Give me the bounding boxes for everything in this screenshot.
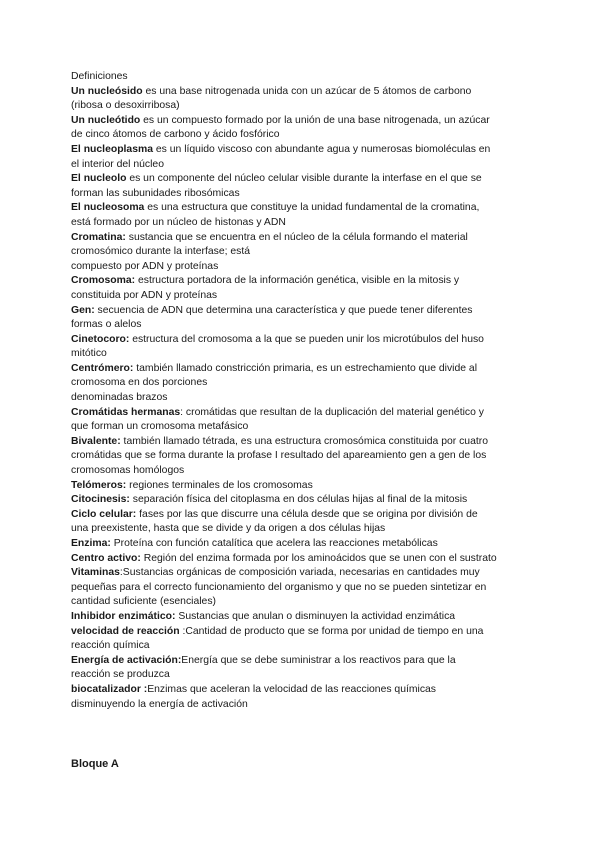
definition-entry xyxy=(71,333,541,362)
definition-text: :Sustancias orgánicas de composición variada, necesarias en cantidades muy xyxy=(119,567,480,579)
definition-line xyxy=(71,333,541,348)
definition-text: Sustancias que anulan o disminuyen la actividad enzimática xyxy=(175,610,456,622)
definition-line xyxy=(71,610,541,625)
definition-term: Cinetocoro: xyxy=(71,333,130,345)
definition-line xyxy=(71,245,541,260)
definition-line xyxy=(71,231,541,246)
definition-line xyxy=(71,668,541,683)
section-heading: Bloque A xyxy=(71,758,119,770)
definition-text: cromosoma en dos porciones xyxy=(71,377,208,389)
definition-text: compuesto por ADN y proteínas xyxy=(71,260,219,272)
definition-text: también llamado constricción primaria, es un estrechamiento que divide al xyxy=(133,362,478,374)
definition-term: Gen: xyxy=(71,304,95,316)
definition-line xyxy=(71,318,541,333)
definition-term: biocatalizador : xyxy=(71,683,148,695)
definition-entry xyxy=(71,231,541,275)
definition-text: : cromátidas que resultan de la duplicación del material genético y xyxy=(180,406,484,418)
definition-entry xyxy=(71,406,541,435)
definition-entry xyxy=(71,683,541,712)
definition-line xyxy=(71,114,541,129)
definition-entry xyxy=(71,362,541,406)
definition-text: reacción química xyxy=(71,640,150,652)
definition-text: que forman un cromosoma metafásico xyxy=(71,421,249,433)
definition-entry xyxy=(71,143,541,172)
definition-line xyxy=(71,274,541,289)
definition-line xyxy=(71,158,541,173)
definition-line xyxy=(71,595,541,610)
definition-list xyxy=(71,85,541,713)
definition-term: Vitaminas xyxy=(71,567,120,579)
definition-line xyxy=(71,304,541,319)
definition-text: constituida por ADN y proteínas xyxy=(71,289,218,301)
definition-text: pequeñas para el correcto funcionamiento del organismo y que no se pueden sintetizar en xyxy=(71,581,487,593)
definition-line xyxy=(71,362,541,377)
definition-term: Cromatina: xyxy=(71,231,126,243)
definition-term: Citocinesis: xyxy=(71,494,130,506)
definition-entry xyxy=(71,435,541,479)
definition-line xyxy=(71,654,541,669)
definition-text: es una base nitrogenada unida con un azúcar de 5 átomos de carbono xyxy=(142,85,472,97)
definition-text: (ribosa o desoxirribosa) xyxy=(71,100,180,112)
definition-line xyxy=(71,581,541,596)
definition-entry xyxy=(71,493,541,508)
definition-entry xyxy=(71,172,541,201)
definition-text: de cinco átomos de carbono y ácido fosfórico xyxy=(71,129,280,141)
definition-term: Centro activo: xyxy=(71,552,141,564)
definition-term: Un nucleótido xyxy=(71,114,141,126)
definition-text: es una estructura que constituye la unidad fundamental de la cromatina, xyxy=(144,202,480,214)
definition-term: Centrómero: xyxy=(71,362,134,374)
definition-line xyxy=(71,143,541,158)
definition-line xyxy=(71,391,541,406)
definition-text: Enzimas que aceleran la velocidad de las reacciones químicas xyxy=(147,683,437,695)
definition-line xyxy=(71,449,541,464)
definition-text: también llamado tétrada, es una estructura cromosómica constituida por cuatro xyxy=(120,435,488,447)
definition-line xyxy=(71,493,541,508)
definition-text: cromosómico durante la interfase; está xyxy=(71,246,251,258)
definition-text: disminuyendo la energía de activación xyxy=(71,698,248,710)
definition-line xyxy=(71,128,541,143)
definition-term: Telómeros: xyxy=(71,479,127,491)
definition-text: separación física del citoplasma en dos células hijas al final de la mitosis xyxy=(129,494,468,506)
definition-line xyxy=(71,508,541,523)
definition-text: sustancia que se encuentra en el núcleo de la célula formando el material xyxy=(125,231,468,243)
definition-line xyxy=(71,625,541,640)
definition-text: cantidad suficiente (esenciales) xyxy=(71,596,216,608)
definition-line xyxy=(71,172,541,187)
definition-text: Proteína con función catalítica que acelera las reacciones metabólicas xyxy=(110,538,438,549)
definition-text: fases por las que discurre una célula desde que se origina por división de xyxy=(136,508,478,520)
definition-entry xyxy=(71,274,541,303)
definition-text: denominadas brazos xyxy=(71,392,168,404)
definition-text: regiones terminales de los cromosomas xyxy=(126,479,313,491)
definition-text: es un compuesto formado por la unión de una base nitrogenada, un azúcar xyxy=(140,114,490,126)
definition-entry xyxy=(71,479,541,494)
definition-term: Cromátidas hermanas xyxy=(71,406,181,418)
definition-line xyxy=(71,552,541,567)
definition-line xyxy=(71,406,541,421)
definition-text: estructura portadora de la información genética, visible en la mitosis y xyxy=(135,275,460,287)
definition-text: :Cantidad de producto que se forma por unidad de tiempo en una xyxy=(179,625,484,637)
definition-line xyxy=(71,464,541,479)
definition-entry xyxy=(71,552,541,567)
definition-text: Energía que se debe suministrar a los reactivos para que la xyxy=(181,654,456,666)
definition-term: Bivalente: xyxy=(71,435,121,447)
definition-line xyxy=(71,566,541,581)
definition-line xyxy=(71,216,541,231)
definition-text: una preexistente, hasta que se divide y da origen a dos células hijas xyxy=(71,523,386,535)
definition-term: Enzima: xyxy=(71,538,111,549)
definition-line xyxy=(71,698,541,713)
definition-line xyxy=(71,187,541,202)
definition-entry xyxy=(71,610,541,625)
definition-term: El nucleosoma xyxy=(71,202,145,214)
definition-entry xyxy=(71,566,541,610)
definition-text: es un componente del núcleo celular visible durante la interfase en el que se xyxy=(126,173,482,185)
definition-term: Inhibidor enzimático: xyxy=(71,610,176,622)
definition-term: Un nucleósido xyxy=(71,85,143,97)
definition-term: El nucleolo xyxy=(71,173,127,185)
definition-text: es un líquido viscoso con abundante agua y numerosas biomoléculas en xyxy=(153,143,491,155)
definition-text: forman las subunidades ribosómicas xyxy=(71,187,240,199)
definition-text: estructura del cromosoma a la que se pueden unir los microtúbulos del huso xyxy=(129,333,484,345)
definition-entry xyxy=(71,201,541,230)
definition-entry xyxy=(71,625,541,654)
definition-text: Región del enzima formada por los aminoácidos que se unen con el sustrato xyxy=(140,552,497,564)
document-body xyxy=(71,70,541,712)
definition-term: Ciclo celular: xyxy=(71,508,137,520)
definition-text: cromosomas homólogos xyxy=(71,465,185,477)
definition-line xyxy=(71,289,541,304)
definition-text: formas o alelos xyxy=(71,319,142,331)
definition-entry xyxy=(71,304,541,333)
definition-entry xyxy=(71,537,541,552)
definition-text: el interior del núcleo xyxy=(71,158,164,170)
definition-entry xyxy=(71,508,541,537)
definition-term: velocidad de reacción xyxy=(71,625,180,637)
definition-line xyxy=(71,479,541,494)
definition-term: Energía de activación: xyxy=(71,654,182,666)
definition-line xyxy=(71,376,541,391)
definition-line xyxy=(71,683,541,698)
definition-entry xyxy=(71,114,541,143)
definition-line xyxy=(71,201,541,216)
definition-text: cromátidas que se forma durante la profase I resultado del apareamiento gen a gen de los xyxy=(71,450,487,462)
definition-term: Cromosoma: xyxy=(71,275,136,287)
definition-text: está formado por un núcleo de histonas y ADN xyxy=(71,216,286,228)
definition-line xyxy=(71,85,541,100)
definition-text: secuencia de ADN que determina una característica y que puede tener diferentes xyxy=(94,304,473,316)
definition-line xyxy=(71,99,541,114)
definition-entry xyxy=(71,85,541,114)
definition-line xyxy=(71,522,541,537)
definition-text: reacción se produzca xyxy=(71,669,170,681)
definition-term: El nucleoplasma xyxy=(71,143,153,155)
definition-line xyxy=(71,435,541,450)
definition-line xyxy=(71,347,541,362)
definition-text: mitótico xyxy=(71,348,107,360)
definition-entry xyxy=(71,654,541,683)
definition-line xyxy=(71,260,541,275)
document-title: Definiciones xyxy=(71,71,128,82)
definition-line xyxy=(71,537,541,552)
definition-line xyxy=(71,639,541,654)
definition-line xyxy=(71,420,541,435)
